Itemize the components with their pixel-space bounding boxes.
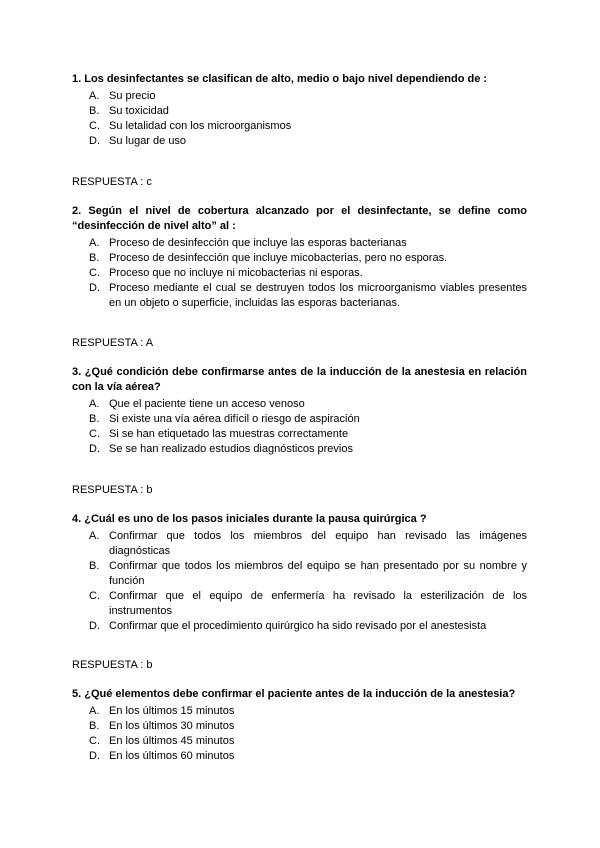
option: D. Confirmar que el procedimiento quirúrgico ha sido revisado por el anestesista — [89, 620, 487, 632]
option: B. Proceso de desinfección que incluye micobacterias, pero no esporas. — [89, 252, 448, 264]
option: B. En los últimos 30 minutos — [89, 720, 235, 732]
options-list — [72, 704, 527, 764]
options-list — [72, 397, 527, 457]
question-4 — [72, 512, 527, 634]
answer-2: RESPUESTA : A — [72, 337, 154, 349]
answer-1: RESPUESTA : c — [72, 176, 152, 188]
options-list — [72, 89, 527, 149]
option: D. En los últimos 60 minutos — [89, 750, 235, 762]
option: D. Su lugar de uso — [89, 135, 187, 147]
question-1 — [72, 72, 527, 149]
option: C. Proceso que no incluye ni micobacterias ni esporas. — [89, 267, 363, 279]
question-3 — [72, 365, 527, 457]
option: A. Que el paciente tiene un acceso venoso — [89, 398, 305, 410]
option: B. Su toxicidad — [89, 105, 169, 117]
option: D. Proceso mediante el cual se destruyen todos los microorganismo viables presentes en un objeto o superficie, incluidas las esporas bacterianas. — [89, 282, 527, 309]
question-title: 1. Los desinfectantes se clasifican de alto, medio o bajo nivel dependiendo de : — [72, 73, 488, 85]
option: B. Si existe una vía aérea difícil o riesgo de aspiración — [89, 413, 360, 425]
question-2 — [72, 204, 527, 311]
options-list — [72, 529, 527, 634]
option: A. Proceso de desinfección que incluye las esporas bacterianas — [89, 237, 407, 249]
option: A. Confirmar que todos los miembros del equipo han revisado las imágenes diagnósticas — [89, 530, 527, 557]
option: C. En los últimos 45 minutos — [89, 735, 235, 747]
question-title: 4. ¿Cuál es uno de los pasos iniciales durante la pausa quirúrgica ? — [72, 513, 427, 525]
option: C. Confirmar que el equipo de enfermería ha revisado la esterilización de los instrumentos — [89, 590, 527, 617]
option: C. Si se han etiquetado las muestras correctamente — [89, 428, 349, 440]
option: C. Su letalidad con los microorganismos — [89, 120, 292, 132]
option: A. En los últimos 15 minutos — [89, 705, 235, 717]
question-title: 2. Según el nivel de cobertura alcanzado por el desinfectante, se define como “desinfección de nivel alto” al : — [72, 205, 527, 232]
answer-3: RESPUESTA : b — [72, 484, 153, 496]
option: A. Su precio — [89, 90, 156, 102]
question-5 — [72, 687, 527, 764]
option: B. Confirmar que todos los miembros del equipo se han presentado por su nombre y función — [89, 560, 527, 587]
options-list — [72, 236, 527, 311]
option: D. Se se han realizado estudios diagnósticos previos — [89, 443, 353, 455]
question-title: 5. ¿Qué elementos debe confirmar el paciente antes de la inducción de la anestesia? — [72, 688, 516, 700]
answer-4: RESPUESTA : b — [72, 659, 153, 671]
question-title: 3. ¿Qué condición debe confirmarse antes de la inducción de la anestesia en relación con la vía aérea? — [72, 366, 527, 393]
